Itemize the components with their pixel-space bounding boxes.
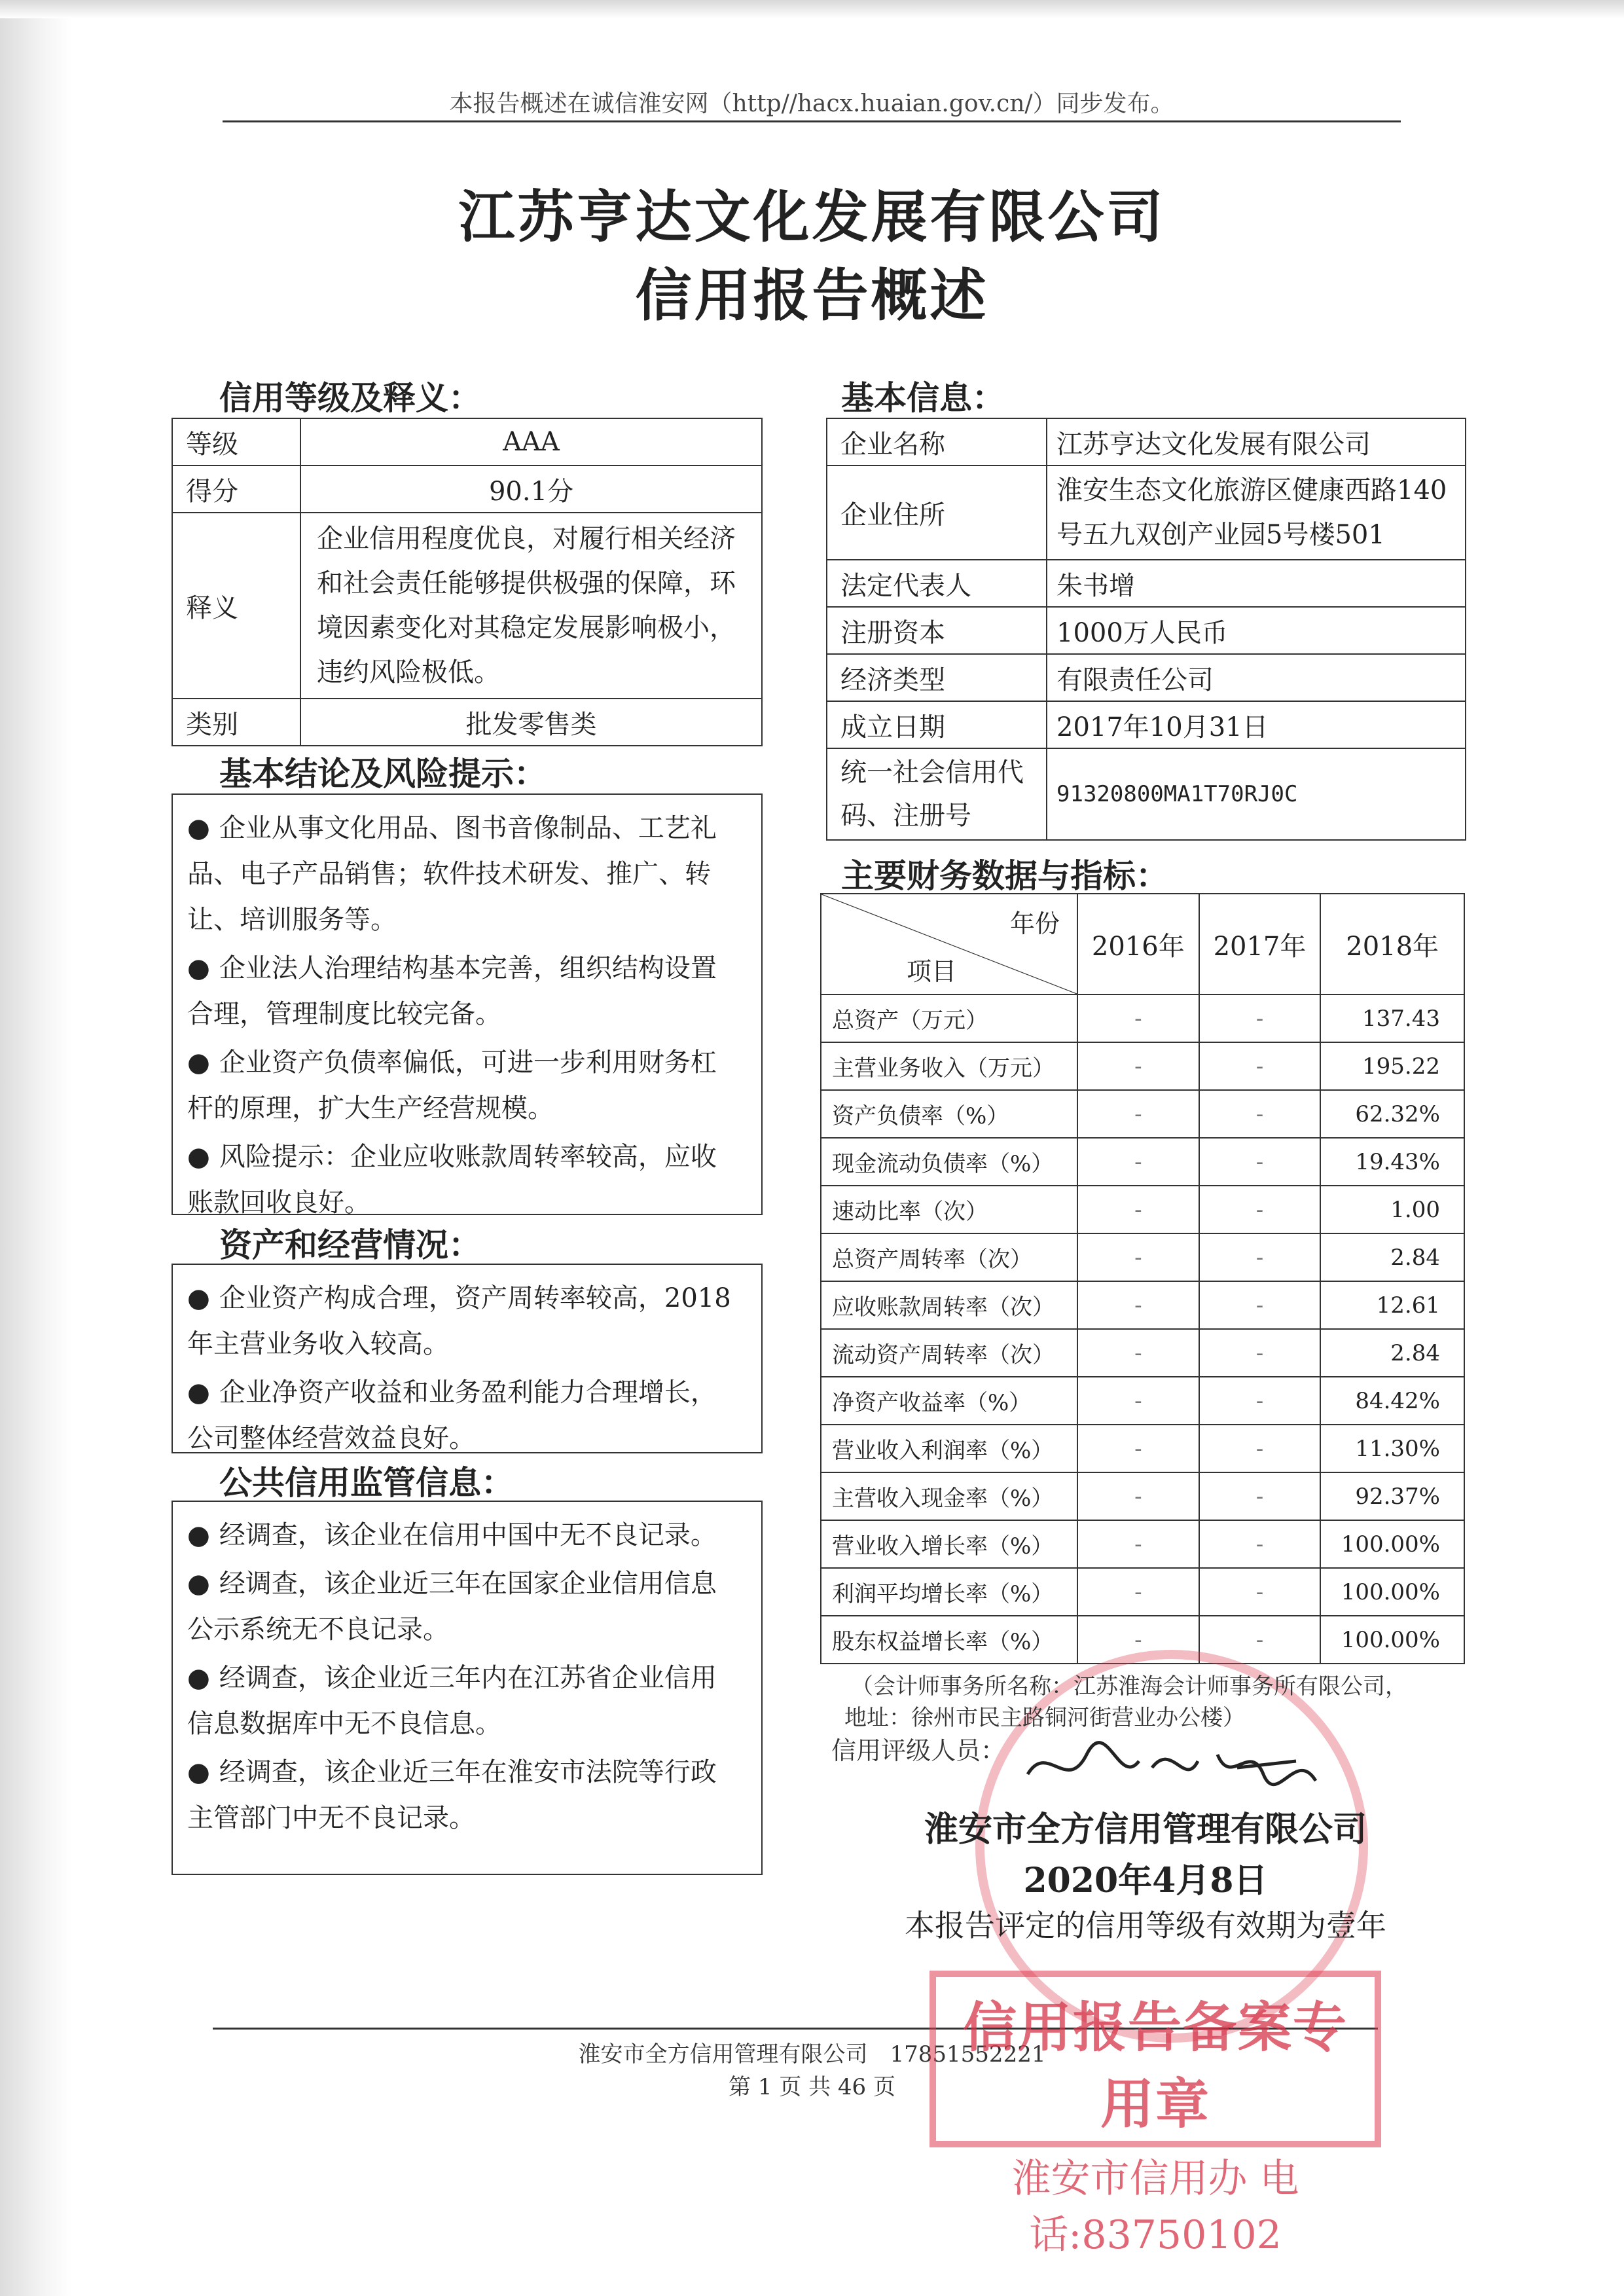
metric-2017: - [1199,1186,1321,1233]
metric-name: 营业收入增长率（%） [821,1520,1077,1568]
bullet-icon: ● [187,953,210,983]
publication-note: 本报告概述在诚信淮安网（http//hacx.huaian.gov.cn/）同步发布。 [449,90,1174,117]
assets-box [171,1264,763,1453]
page-top-shadow [0,0,1624,18]
basic-row [827,560,1466,607]
metric-2016: - [1077,1616,1199,1664]
finance-header-row [821,894,1464,994]
bullet-icon: ● [187,1377,210,1408]
basic-label: 企业名称 [827,418,1047,465]
basic-value: 91320800MA1T70RJ0C [1047,748,1466,840]
metric-name: 股东权益增长率（%） [821,1616,1077,1664]
table-row [821,1138,1464,1186]
basic-row [827,748,1466,840]
basic-label: 经济类型 [827,654,1047,701]
list-item: ● 企业法人治理结构基本完善，组织结构设置合理，管理制度比较完备。 [187,953,717,1029]
metric-name: 营业收入利润率（%） [821,1425,1077,1472]
basic-value: 有限责任公司 [1047,654,1466,701]
metric-2016: - [1077,1568,1199,1616]
year-header: 2018年 [1320,894,1464,994]
metric-2018: 100.00% [1320,1568,1464,1616]
credit-row-grade [172,418,762,465]
table-row [821,1425,1464,1472]
metric-2017: - [1199,1568,1321,1616]
page-number: 第 1 页 共 46 页 [729,2074,895,2100]
basic-label: 统一社会信用代码、注册号 [827,748,1047,840]
table-row [821,1090,1464,1138]
page-edge-shadow [0,0,72,2296]
metric-2018: 11.30% [1320,1425,1464,1472]
table-row [821,994,1464,1042]
bullet-icon: ● [187,1520,210,1550]
metric-2016: - [1077,1186,1199,1233]
validity-note: 本报告评定的信用等级有效期为壹年 [905,1908,1386,1943]
year-header: 2016年 [1077,894,1199,994]
metric-name: 流动资产周转率（次） [821,1329,1077,1377]
metric-2016: - [1077,1472,1199,1520]
metric-2018: 62.32% [1320,1090,1464,1138]
metric-2016: - [1077,994,1199,1042]
basic-row [827,701,1466,748]
conclusion-heading: 基本结论及风险提示： [219,754,547,793]
filing-stamp [929,1971,1381,2258]
list-item: ● 企业资产构成合理，资产周转率较高，2018年主营业务收入较高。 [187,1283,731,1359]
metric-2017: - [1199,1425,1321,1472]
bullet-icon: ● [187,1569,210,1599]
table-row [821,1042,1464,1090]
basic-value: 淮安生态文化旅游区健康西路140号五九双创产业园5号楼501 [1047,465,1466,560]
metric-name: 主营业务收入（万元） [821,1042,1077,1090]
stamp-title: 信用报告备案专用章 [962,1996,1348,2136]
credit-table [171,418,763,746]
metric-2018: 84.42% [1320,1377,1464,1425]
rating-organization: 淮安市全方信用管理有限公司 [924,1810,1367,1850]
list-item: ● 经调查，该企业近三年内在江苏省企业信用信息数据库中无不良信息。 [187,1663,717,1739]
finance-corner-cell [821,894,1077,994]
assets-heading: 资产和经营情况： [219,1226,481,1264]
metric-name: 总资产（万元） [821,994,1077,1042]
basic-value: 江苏亨达文化发展有限公司 [1047,418,1466,465]
table-row [821,1281,1464,1329]
metric-2017: - [1199,1281,1321,1329]
finance-heading: 主要财务数据与指标： [841,856,1168,895]
list-item: ● 企业资产负债率偏低，可进一步利用财务杠杆的原理，扩大生产经营规模。 [187,1048,717,1123]
metric-2018: 92.37% [1320,1472,1464,1520]
basic-row [827,654,1466,701]
table-row [821,1329,1464,1377]
rater-signature [1021,1728,1322,1807]
table-row [821,1233,1464,1281]
metric-name: 总资产周转率（次） [821,1233,1077,1281]
bullet-icon: ● [187,813,210,843]
metric-2017: - [1199,1377,1321,1425]
metric-2016: - [1077,1090,1199,1138]
metric-2016: - [1077,1042,1199,1090]
footer-company-phone: 淮安市全方信用管理有限公司 17851552221 [578,2041,1046,2068]
metric-2017: - [1199,994,1321,1042]
bullet-icon: ● [187,1757,210,1787]
metric-2016: - [1077,1520,1199,1568]
credit-category-value: 批发零售类 [300,699,762,746]
corner-item-label: 项目 [907,957,957,986]
metric-2016: - [1077,1233,1199,1281]
credit-label: 等级 [172,418,300,465]
metric-2017: - [1199,1042,1321,1090]
conclusion-box [171,793,763,1218]
metric-2016: - [1077,1329,1199,1377]
bullet-icon: ● [187,1283,210,1313]
bullet-icon: ● [187,1663,210,1693]
metric-2017: - [1199,1233,1321,1281]
metric-name: 应收账款周转率（次） [821,1281,1077,1329]
credit-row-score [172,465,762,513]
basic-label: 成立日期 [827,701,1047,748]
metric-2018: 12.61 [1320,1281,1464,1329]
basic-heading: 基本信息： [841,378,1005,417]
credit-row-category [172,699,762,746]
metric-name: 速动比率（次） [821,1186,1077,1233]
credit-label: 类别 [172,699,300,746]
header-divider [223,120,1401,122]
metric-name: 主营收入现金率（%） [821,1472,1077,1520]
metric-2017: - [1199,1472,1321,1520]
table-row [821,1377,1464,1425]
list-item: ● 经调查，该企业近三年在国家企业信用信息公示系统无不良记录。 [187,1569,717,1645]
metric-2016: - [1077,1377,1199,1425]
supervision-heading: 公共信用监管信息： [219,1463,514,1502]
metric-2018: 100.00% [1320,1616,1464,1664]
metric-2018: 100.00% [1320,1520,1464,1568]
credit-score-value: 90.1分 [300,465,762,513]
company-title: 江苏亨达文化发展有限公司 [458,184,1166,250]
finance-table [820,893,1465,1664]
list-item: ● 企业净资产收益和业务盈利能力合理增长，公司整体经营效益良好。 [187,1377,717,1453]
metric-2018: 2.84 [1320,1233,1464,1281]
metric-2017: - [1199,1520,1321,1568]
basic-row [827,465,1466,560]
credit-row-meaning [172,513,762,699]
metric-2017: - [1199,1616,1321,1664]
metric-2018: 195.22 [1320,1042,1464,1090]
table-row [821,1472,1464,1520]
basic-row [827,418,1466,465]
bullet-icon: ● [187,1048,210,1078]
metric-2016: - [1077,1138,1199,1186]
list-item: ● 经调查，该企业在信用中国中无不良记录。 [187,1520,717,1550]
metric-name: 资产负债率（%） [821,1090,1077,1138]
table-row [821,1186,1464,1233]
metric-2016: - [1077,1425,1199,1472]
bullet-icon: ● [187,1142,210,1172]
list-item: ● 企业从事文化用品、图书音像制品、工艺礼品、电子产品销售；软件技术研发、推广、转让、培训服务等。 [187,813,717,935]
metric-2017: - [1199,1329,1321,1377]
basic-info-table [826,418,1466,841]
basic-value: 2017年10月31日 [1047,701,1466,748]
credit-heading: 信用等级及释义： [219,378,481,417]
report-title: 信用报告概述 [635,263,989,329]
report-date: 2020年4月8日 [1023,1861,1268,1901]
metric-name: 利润平均增长率（%） [821,1568,1077,1616]
metric-2018: 19.43% [1320,1138,1464,1186]
year-header: 2017年 [1199,894,1321,994]
credit-meaning-value: 企业信用程度优良，对履行相关经济和社会责任能够提供极强的保障，环境因素变化对其稳定发展影响极小，违约风险极低。 [300,513,762,699]
list-item: ● 经调查，该企业近三年在淮安市法院等行政主管部门中无不良记录。 [187,1757,717,1833]
metric-2017: - [1199,1138,1321,1186]
raters-label: 信用评级人员： [831,1736,1006,1765]
metric-2018: 1.00 [1320,1186,1464,1233]
corner-year-label: 年份 [1009,909,1060,938]
credit-label: 得分 [172,465,300,513]
basic-label: 法定代表人 [827,560,1047,607]
basic-row [827,607,1466,654]
metric-name: 现金流动负债率（%） [821,1138,1077,1186]
table-row [821,1568,1464,1616]
table-row [821,1520,1464,1568]
accountant-note-2: 地址：徐州市民主路铜河街营业办公楼） [844,1705,1245,1731]
accountant-note-1: （会计师事务所名称：江苏淮海会计师事务所有限公司， [851,1673,1407,1700]
basic-value: 1000万人民币 [1047,607,1466,654]
basic-label: 注册资本 [827,607,1047,654]
stamp-contact: 淮安市信用办 电话:83750102 [1011,2156,1299,2258]
metric-2018: 2.84 [1320,1329,1464,1377]
credit-label: 释义 [172,513,300,699]
basic-label: 企业住所 [827,465,1047,560]
metric-2017: - [1199,1090,1321,1138]
list-item: ● 风险提示：企业应收账款周转率较高，应收账款回收良好。 [187,1142,717,1218]
basic-value: 朱书增 [1047,560,1466,607]
metric-name: 净资产收益率（%） [821,1377,1077,1425]
metric-2016: - [1077,1281,1199,1329]
metric-2018: 137.43 [1320,994,1464,1042]
supervision-box [171,1501,763,1875]
credit-grade-value: AAA [300,418,762,465]
